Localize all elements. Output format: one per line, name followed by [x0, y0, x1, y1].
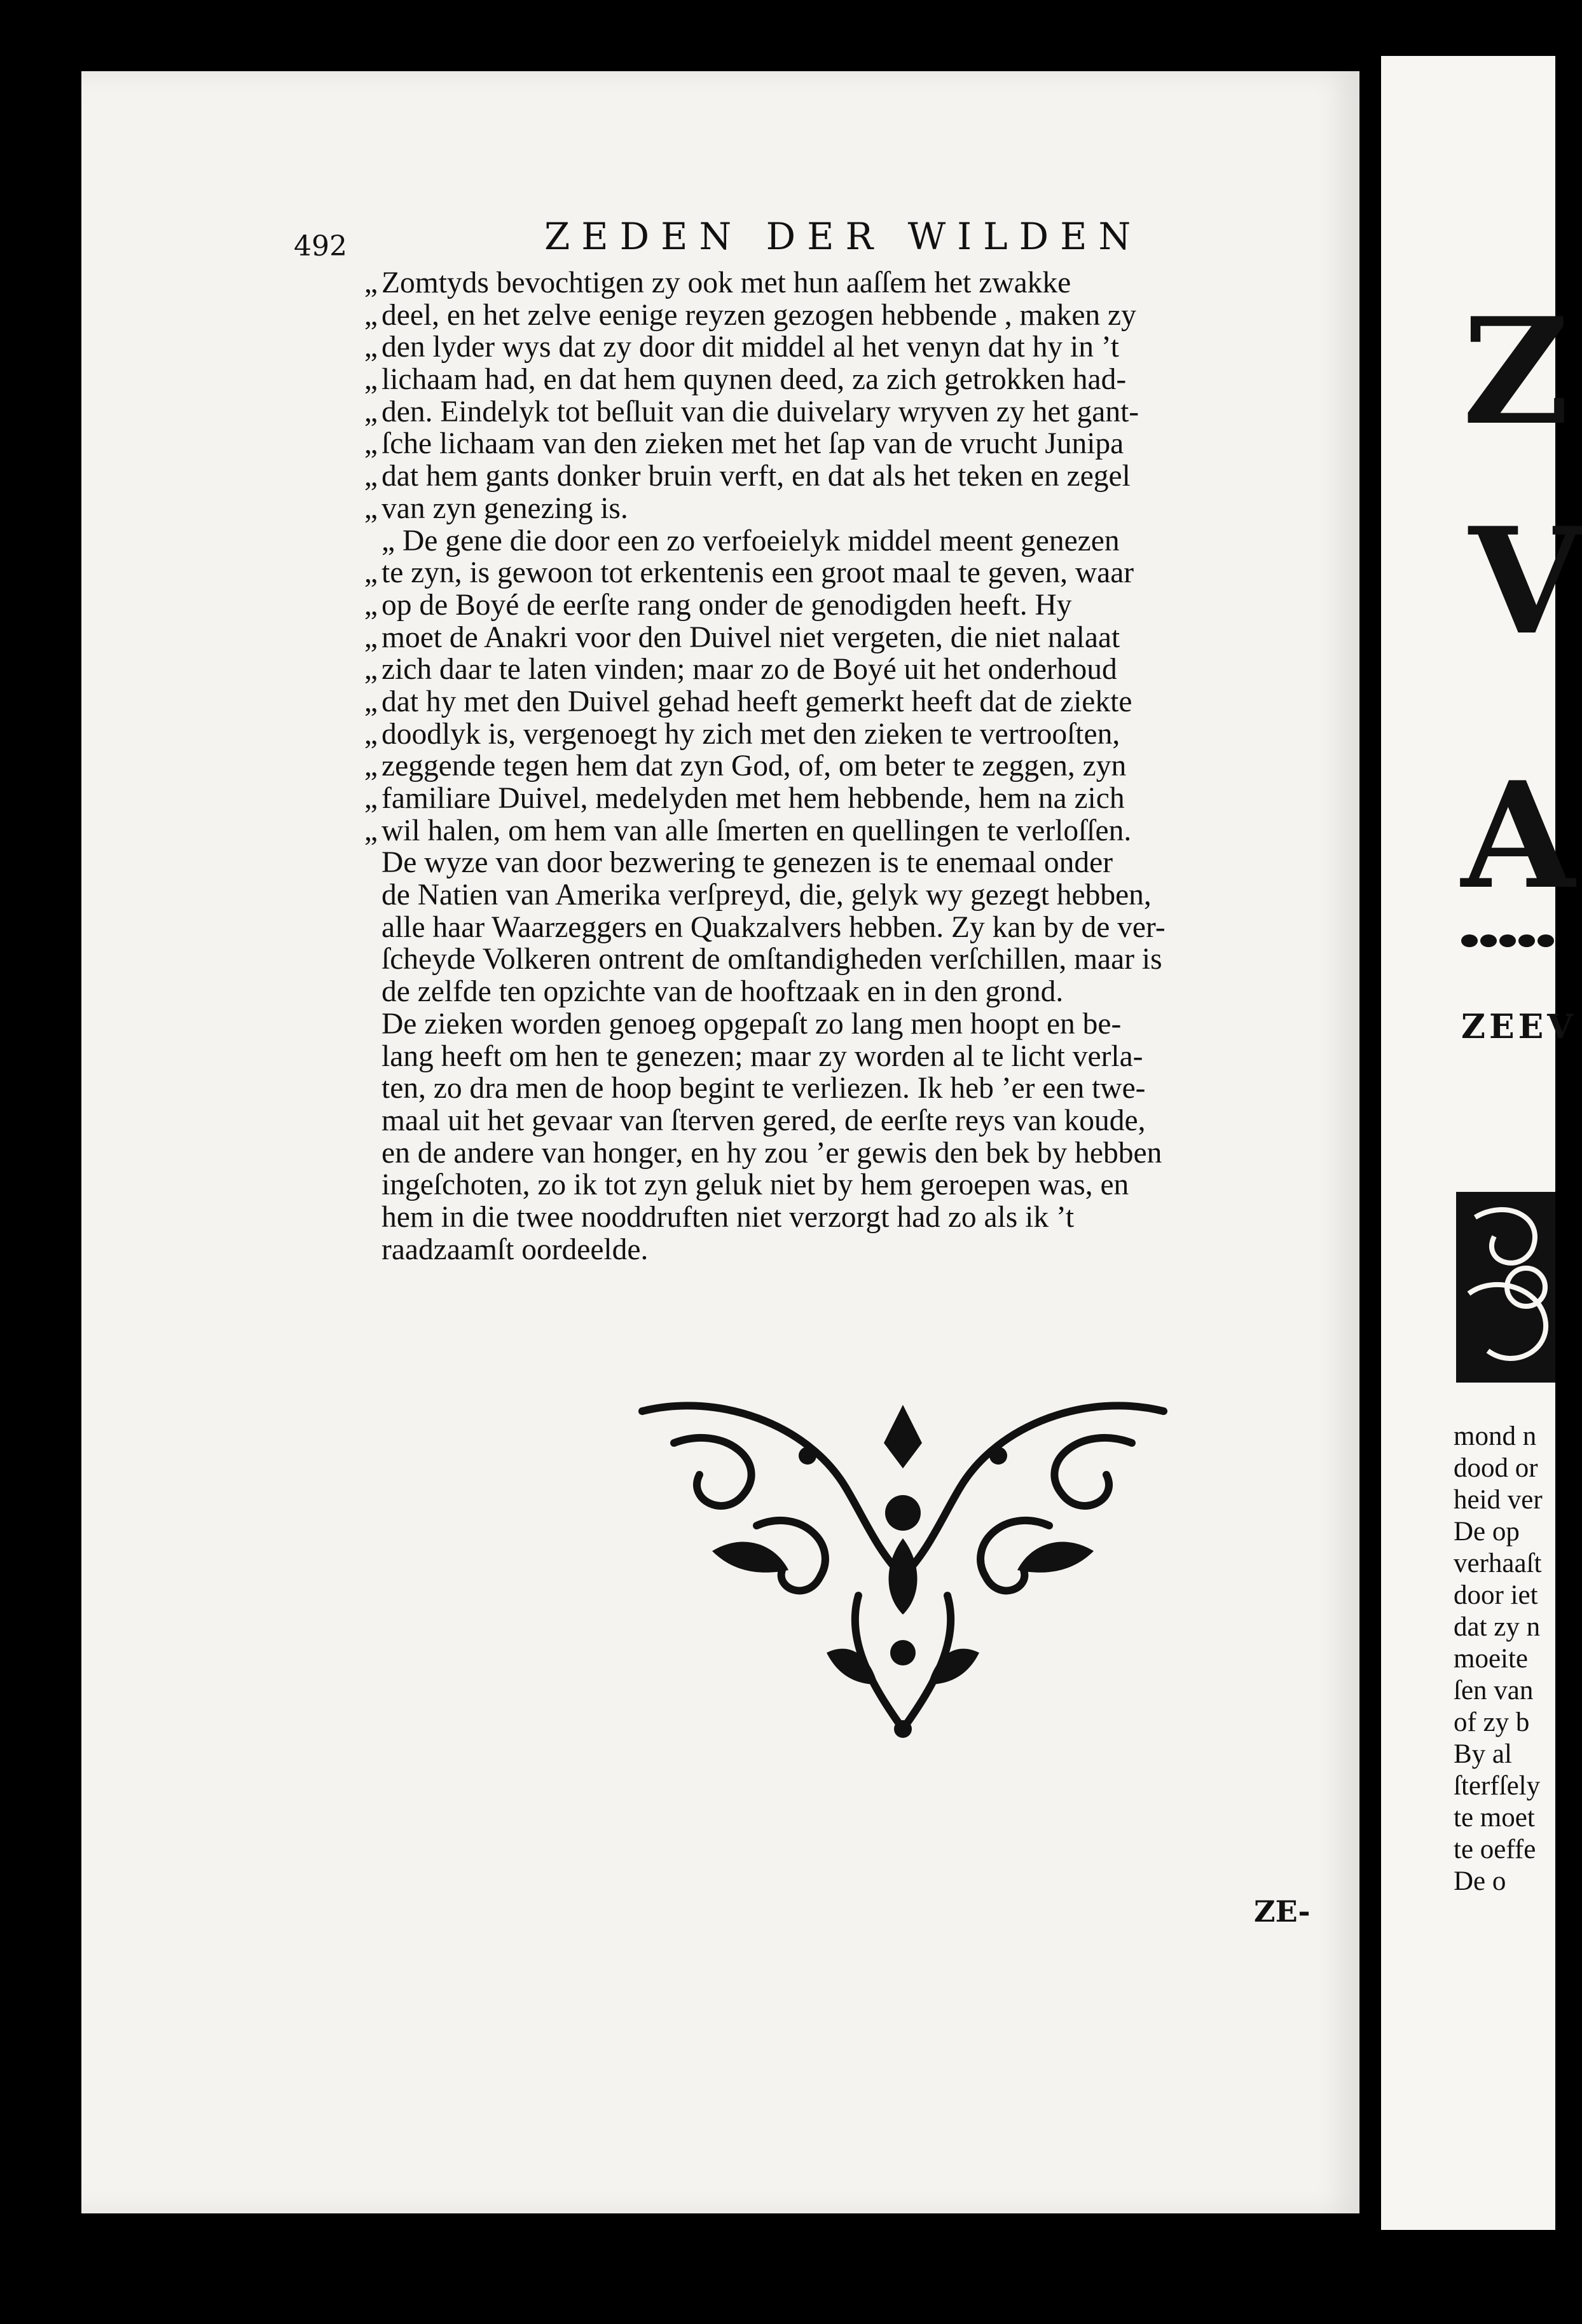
right-page-heading: ZEEV — [1461, 1008, 1577, 1046]
quote-mark: „ — [364, 717, 378, 751]
quote-mark: „ — [364, 266, 378, 299]
text-line — [382, 1137, 1297, 1170]
line-text: Zomtyds bevochtigen zy ook met hun aaſſem het zwakke — [382, 266, 1071, 299]
text-line — [364, 363, 1297, 397]
text-line — [382, 1105, 1297, 1137]
line-text: maal uit het gevaar van ſterven gered, de eerſte reys van koude, — [382, 1104, 1146, 1137]
right-page-big-letter: V — [1469, 496, 1582, 667]
text-line — [364, 298, 1297, 332]
text-line — [382, 1041, 1297, 1073]
text-line — [364, 620, 1297, 654]
text-line — [364, 491, 1297, 525]
right-page-line: verhaaſt — [1454, 1548, 1542, 1578]
line-text: De zieken worden genoeg opgepaſt zo lang men hoopt en be- — [382, 1007, 1122, 1041]
quote-mark: „ — [364, 749, 378, 783]
right-page-line: By al — [1454, 1739, 1512, 1769]
line-text: de Natien van Amerika verſpreyd, die, gelyk wy gezegt hebben, — [382, 878, 1152, 912]
text-line — [382, 847, 1297, 879]
line-text: van zyn genezing is. — [382, 491, 628, 525]
quote-mark: „ — [364, 427, 378, 461]
text-line — [382, 912, 1297, 944]
line-text: ſche lichaam van den zieken met het ſap van de vrucht Junipa — [382, 427, 1124, 461]
line-text: moet de Anakri voor den Duivel niet vergeten, die niet nalaat — [382, 620, 1120, 654]
text-line — [364, 331, 1297, 364]
line-text: „ De gene die door een zo verfoeielyk middel meent genezen — [382, 524, 1120, 557]
text-line — [364, 782, 1297, 815]
right-page-line: ſen van — [1454, 1676, 1534, 1705]
right-page-line: dood or — [1454, 1453, 1538, 1483]
text-line — [364, 653, 1297, 687]
text-line — [382, 976, 1297, 1008]
line-text: zeggende tegen hem dat zyn God, of, om beter te zeggen, zyn — [382, 749, 1127, 783]
text-line — [364, 460, 1297, 493]
text-line — [382, 943, 1297, 976]
line-text: alle haar Waarzeggers en Quakzalvers hebben. Zy kan by de ver- — [382, 910, 1166, 944]
quote-mark: „ — [364, 588, 378, 622]
line-text: lang heeft om hen te genezen; maar zy worden al te licht verla- — [382, 1039, 1143, 1073]
text-line — [364, 588, 1297, 622]
text-line — [382, 879, 1297, 912]
quote-mark: „ — [364, 620, 378, 654]
right-page-line: De o — [1454, 1866, 1506, 1896]
quote-mark: „ — [364, 782, 378, 815]
line-text: ten, zo dra men de hoop begint te verliezen. Ik heb ’er een twe- — [382, 1072, 1146, 1105]
text-line — [364, 395, 1297, 428]
line-text: De wyze van door bezwering te genezen is te enemaal onder — [382, 846, 1113, 880]
right-page-line: door iet — [1454, 1580, 1538, 1610]
text-line — [364, 685, 1297, 718]
ornament-tailpiece-icon — [617, 1386, 1189, 1754]
right-page-line: te oeffe — [1454, 1835, 1536, 1864]
text-line — [364, 717, 1297, 751]
line-text: ingeſchoten, zo ik tot zyn geluk niet by hem geroepen was, en — [382, 1168, 1129, 1202]
quote-mark: „ — [364, 363, 378, 397]
line-text: ſcheyde Volkeren ontrent de omſtandigheden verſchillen, maar is — [382, 943, 1162, 976]
text-line — [382, 1169, 1297, 1201]
text-line — [364, 814, 1297, 847]
line-text: hem in die twee nooddruften niet verzorgt had zo als ik ’t — [382, 1200, 1075, 1234]
page-number: 492 — [294, 230, 347, 263]
right-page-line: mond n — [1454, 1421, 1537, 1451]
right-page-line: dat zy n — [1454, 1612, 1541, 1642]
line-text: doodlyk is, vergenoegt hy zich met den zieken te vertrooſten, — [382, 717, 1120, 751]
line-text: familiare Duivel, medelyden met hem hebbende, hem na zich — [382, 782, 1125, 815]
text-line — [382, 1008, 1297, 1041]
line-text: en de andere van honger, en hy zou ’er gewis den bek by hebben — [382, 1136, 1162, 1170]
line-text: dat hem gants donker bruin verft, en dat als het teken en zegel — [382, 460, 1131, 493]
text-line — [364, 749, 1297, 783]
quote-mark: „ — [364, 460, 378, 493]
body-text — [364, 266, 1297, 1266]
line-text: te zyn, is gewoon tot erkentenis een groot maal te geven, waar — [382, 556, 1134, 590]
quote-mark: „ — [364, 556, 378, 590]
text-line — [382, 1201, 1297, 1234]
line-text: de zelfde ten opzichte van de hooftzaak en in den grond. — [382, 975, 1064, 1009]
line-text: dat hy met den Duivel gehad heeft gemerkt heeft dat de ziekte — [382, 685, 1132, 718]
line-text: op de Boyé de eerſte rang onder de genodigden heeft. Hy — [382, 588, 1072, 622]
catchword: ZE- — [1254, 1894, 1310, 1929]
running-head: ZEDEN DER WILDEN — [544, 215, 1143, 258]
line-text: lichaam had, en dat hem quynen deed, za zich getrokken had- — [382, 363, 1127, 397]
quote-mark: „ — [364, 331, 378, 364]
right-page-line: te moet — [1454, 1803, 1535, 1833]
right-page-line: moeite — [1454, 1644, 1529, 1674]
quote-mark: „ — [364, 653, 378, 687]
line-text: wil halen, om hem van alle ſmerten en quellingen te verloſſen. — [382, 814, 1132, 847]
quote-mark: „ — [364, 298, 378, 332]
right-page-line: of zy b — [1454, 1707, 1530, 1737]
quote-mark: „ — [364, 491, 378, 525]
decorative-band-icon — [1460, 928, 1555, 954]
quote-mark: „ — [364, 814, 378, 847]
text-line — [382, 1072, 1297, 1105]
right-page-big-letter: Z — [1462, 286, 1569, 458]
line-text: deel, en het zelve eenige reyzen gezogen hebbende , maken zy — [382, 298, 1136, 332]
quote-mark: „ — [364, 395, 378, 428]
right-page-line: heid ver — [1454, 1485, 1543, 1515]
right-page-line: De op — [1454, 1517, 1520, 1547]
right-page-body-lines — [1454, 1421, 1543, 1897]
text-line — [364, 427, 1297, 461]
line-text: raadzaamſt oordeelde. — [382, 1233, 649, 1266]
text-line — [364, 556, 1297, 590]
text-line — [364, 266, 1297, 299]
quote-mark: „ — [364, 685, 378, 718]
right-page-line: ſterfſely — [1454, 1771, 1541, 1801]
right-page-big-letter: A — [1461, 750, 1575, 922]
line-text: den. Eindelyk tot beſluit van die duivelary wryven zy het gant- — [382, 395, 1139, 428]
line-text: den lyder wys dat zy door dit middel al het venyn dat hy in ’t — [382, 331, 1119, 364]
text-line — [382, 1234, 1297, 1266]
line-text: zich daar te laten vinden; maar zo de Boyé uit het onderhoud — [382, 653, 1117, 687]
text-line — [382, 525, 1297, 557]
decorated-initial-icon — [1456, 1192, 1555, 1383]
